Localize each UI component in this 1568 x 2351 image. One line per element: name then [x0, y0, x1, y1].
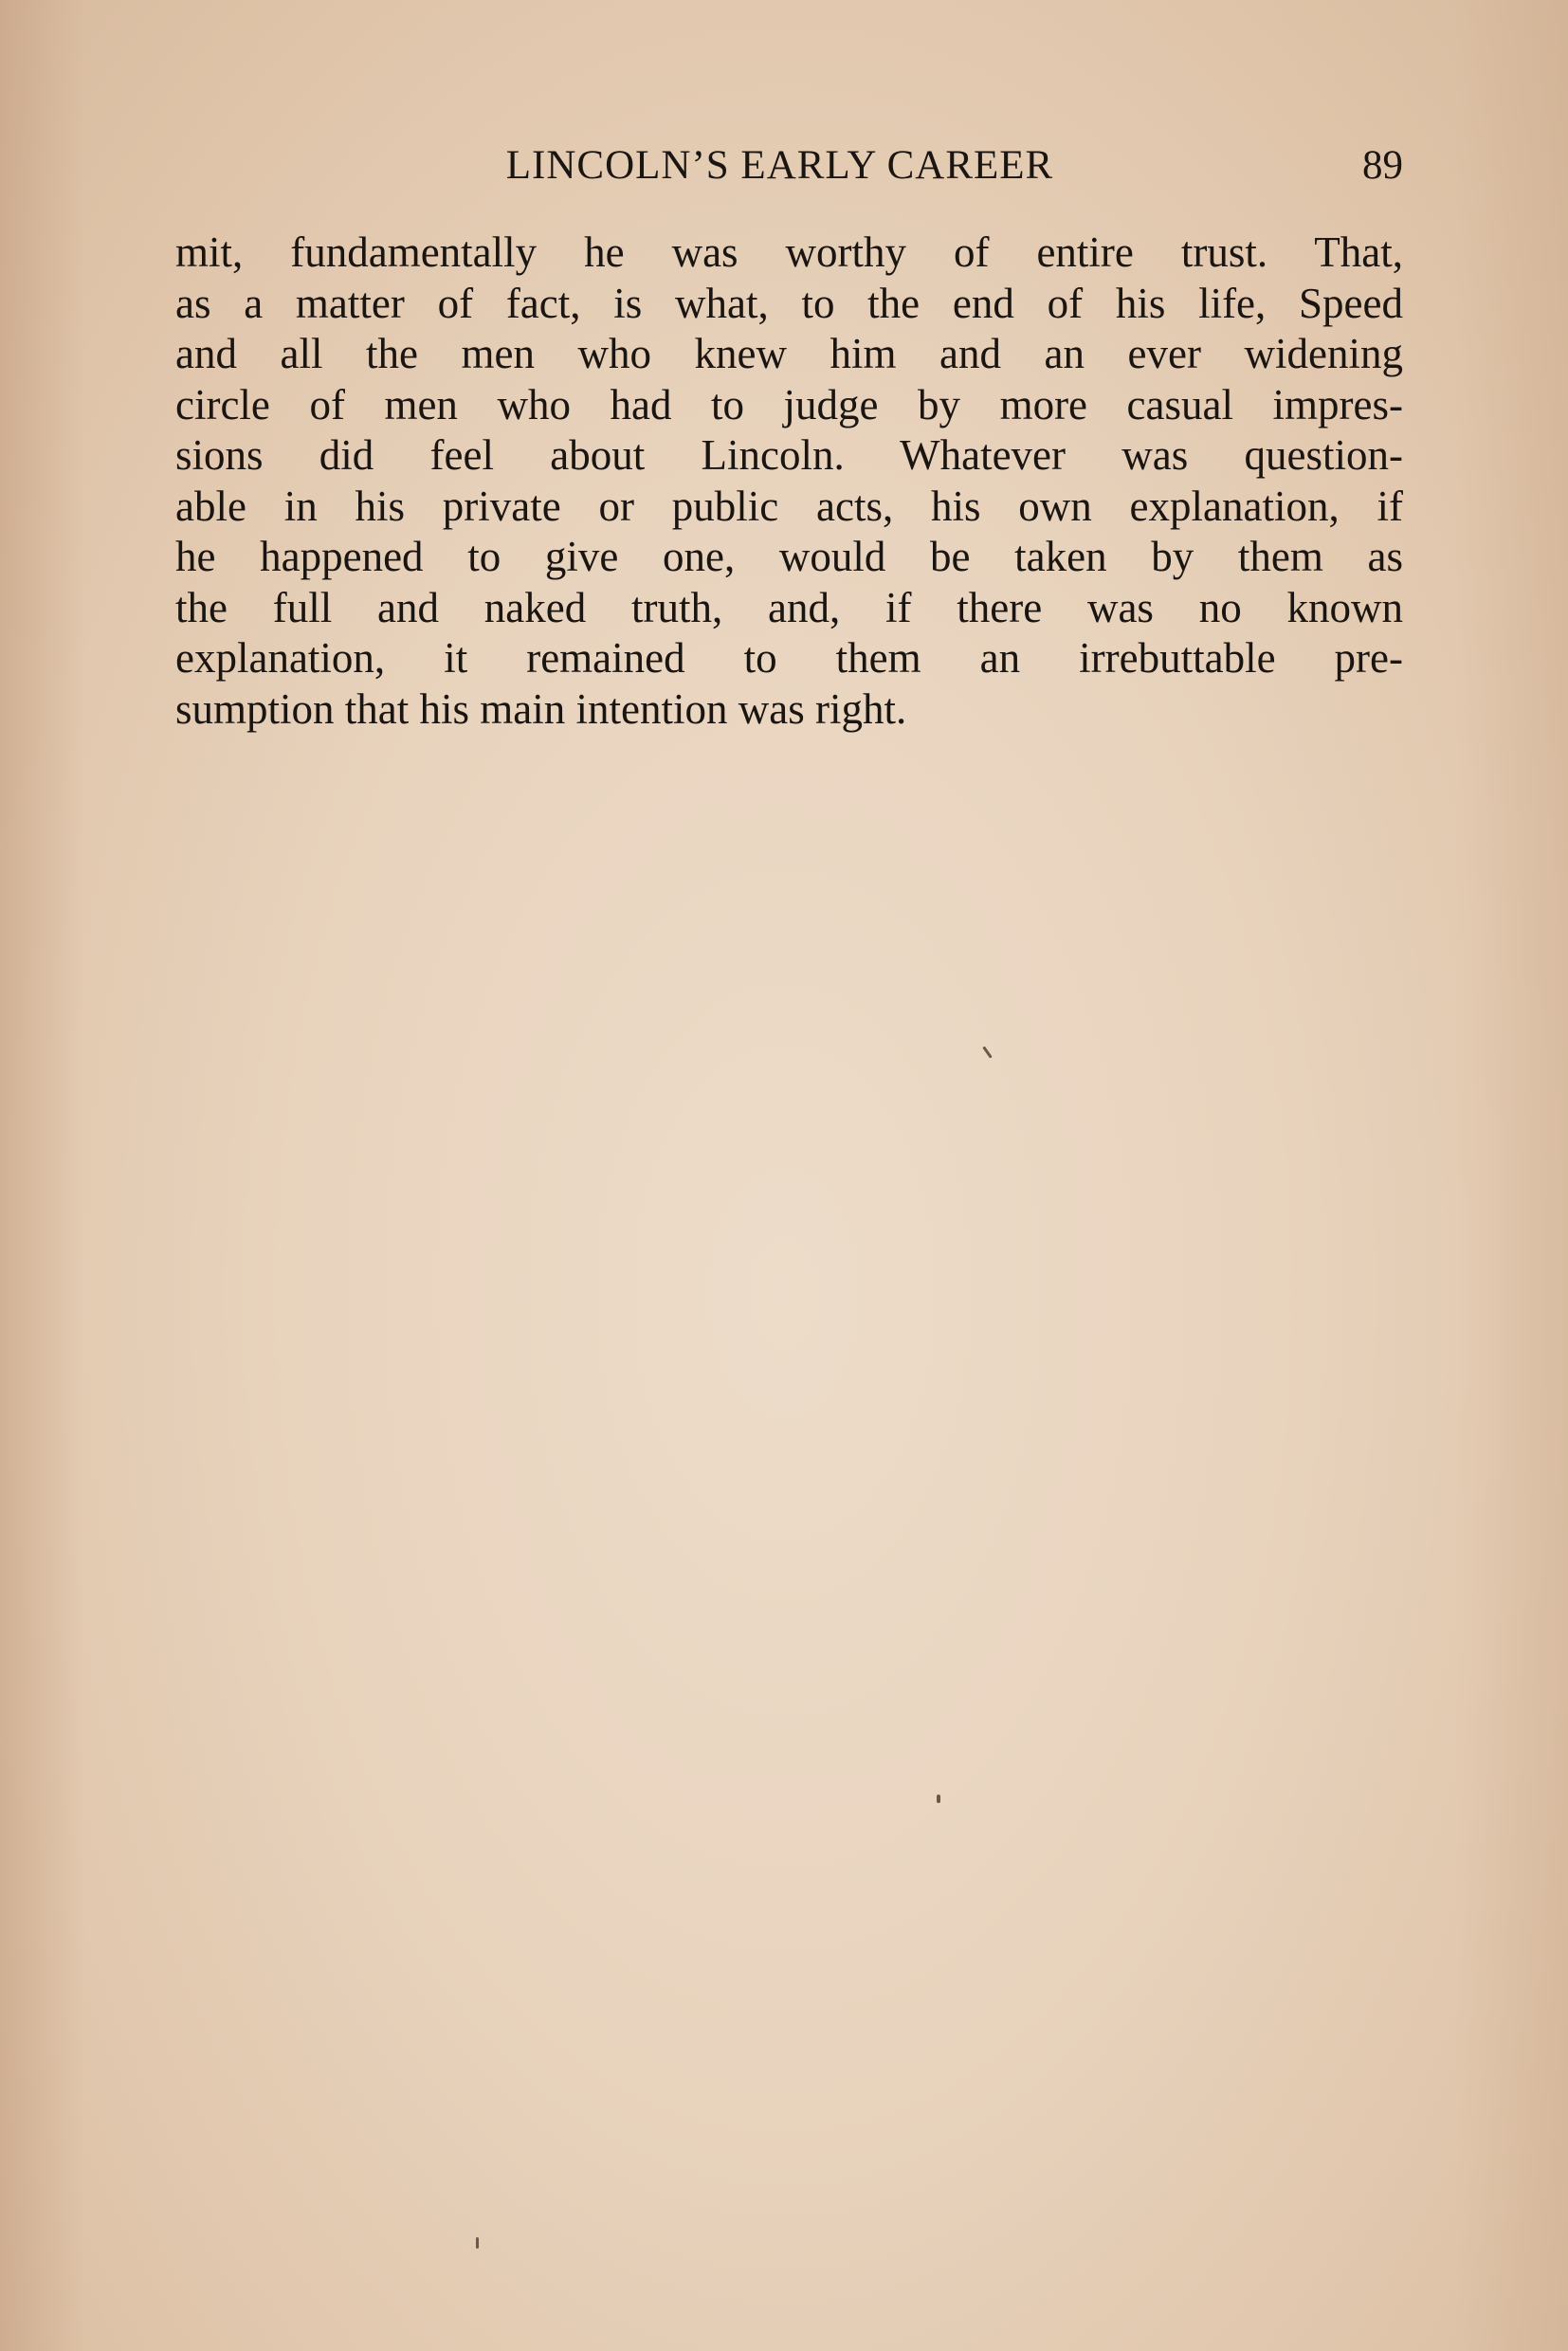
paper-speck: [937, 1795, 940, 1803]
text-line: as a matter of fact, is what, to the end of his life, Speed: [175, 279, 1403, 327]
body-paragraph: [175, 228, 1403, 735]
text-line: able in his private or public acts, his own explanation, if: [175, 482, 1403, 530]
text-line: the full and naked truth, and, if there was no known: [175, 583, 1403, 631]
page-shadow-left: [0, 0, 85, 2351]
text-line: explanation, it remained to them an irrebuttable pre-: [175, 634, 1403, 682]
paper-speck: [476, 2237, 479, 2249]
paper-speck: [982, 1046, 992, 1058]
text-line: sumption that his main intention was right.: [175, 684, 907, 733]
text-line: sions did feel about Lincoln. Whatever was question-: [175, 431, 1403, 479]
text-line: he happened to give one, would be taken by them as: [175, 533, 1403, 580]
text-line: circle of men who had to judge by more casual impres-: [175, 380, 1403, 428]
running-head: [175, 142, 1403, 199]
page-shadow-right: [1454, 0, 1568, 2351]
text-line: mit, fundamentally he was worthy of entire trust. That,: [175, 228, 1403, 276]
text-line: and all the men who knew him and an ever widening: [175, 330, 1403, 377]
page-number: 89: [1362, 143, 1403, 188]
running-head-title: LINCOLN’S EARLY CAREER: [505, 143, 1054, 188]
